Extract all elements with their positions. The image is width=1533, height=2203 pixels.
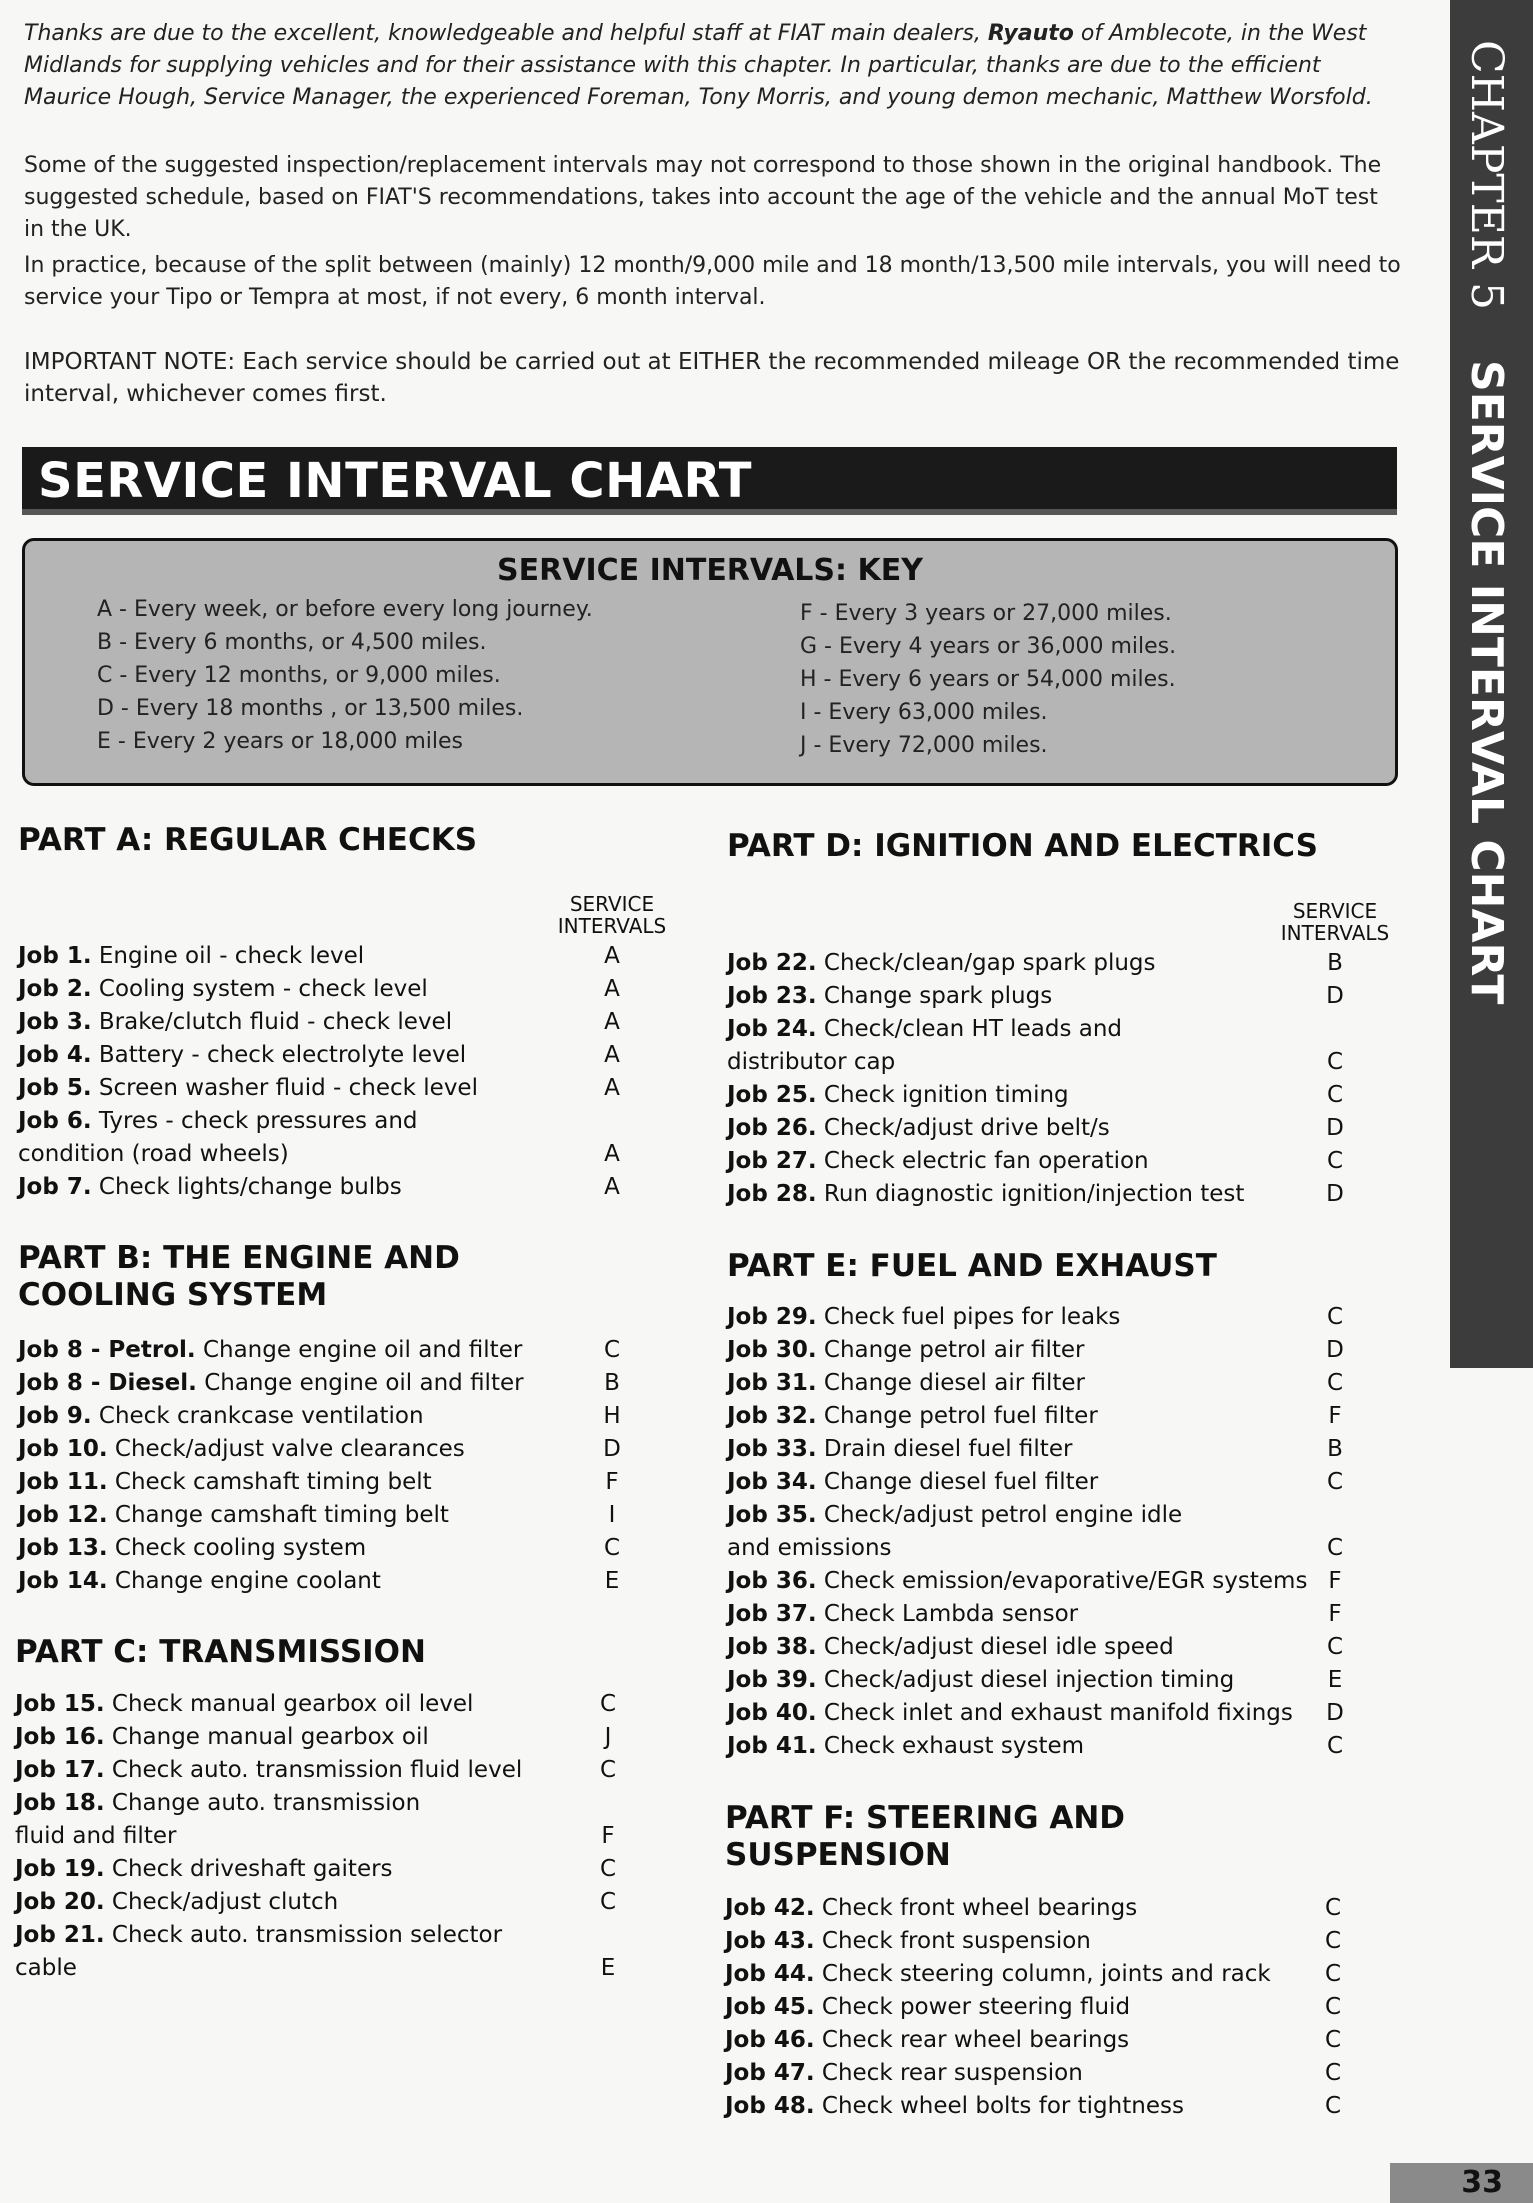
job-number: Job 24.: [727, 1016, 817, 1042]
interval-code: A: [604, 1075, 620, 1101]
interval-code: C: [599, 1757, 617, 1783]
service-intervals-header: INTERVALS: [557, 914, 667, 938]
job-number: Job 9.: [18, 1403, 92, 1429]
job-number: Job 2.: [18, 976, 92, 1002]
chapter-label: CHAPTER 5: [1461, 40, 1512, 310]
job-description: Check front suspension: [821, 1928, 1091, 1954]
job-number: Job 4.: [18, 1042, 92, 1068]
job-line: [727, 1334, 1085, 1367]
job-number: Job 11.: [18, 1469, 108, 1495]
interval-code: C: [1324, 1961, 1342, 1987]
job-description: Check Lambda sensor: [823, 1601, 1079, 1627]
interval-code: F: [601, 1823, 615, 1849]
job-number: Job 19.: [15, 1856, 105, 1882]
interval-code: A: [604, 943, 620, 969]
interval-code: H: [603, 1403, 621, 1429]
interval-code: C: [1326, 1535, 1344, 1561]
job-line: [725, 1958, 1271, 1991]
job-line: [18, 1334, 522, 1367]
interval-code: A: [604, 1009, 620, 1035]
job-description: Change diesel air filter: [823, 1370, 1085, 1396]
job-number: Job 32.: [727, 1403, 817, 1429]
interval-code: J: [604, 1724, 612, 1750]
page-number: 33: [1461, 2165, 1503, 2200]
part-title: SUSPENSION: [725, 1837, 951, 1873]
interval-code: C: [1326, 1148, 1344, 1174]
job-number: Job 37.: [727, 1601, 817, 1627]
key-entry: I - Every 63,000 miles.: [800, 700, 1048, 725]
interval-code: B: [1327, 1436, 1343, 1462]
job-line: [15, 1754, 522, 1787]
job-line: [18, 1433, 465, 1466]
job-description: Check/clean/gap spark plugs: [823, 950, 1156, 976]
key-entry: F - Every 3 years or 27,000 miles.: [800, 601, 1172, 626]
job-line: [727, 1532, 892, 1565]
intro-text: IMPORTANT NOTE: Each service should be carried out at EITHER the recommended mileage OR the recommended time interval, whichever comes first.: [24, 349, 1400, 407]
interval-code: F: [1328, 1568, 1342, 1594]
job-number: Job 39.: [727, 1667, 817, 1693]
job-number: Job 38.: [727, 1634, 817, 1660]
job-line: [725, 1991, 1130, 2024]
job-description: Engine oil - check level: [98, 943, 365, 969]
interval-code: C: [599, 1856, 617, 1882]
section-label: SERVICE INTERVAL CHART: [1461, 360, 1512, 1005]
important-note: [24, 346, 1404, 410]
job-number: Job 26.: [727, 1115, 817, 1141]
interval-code: F: [1328, 1601, 1342, 1627]
job-line: [18, 1499, 449, 1532]
job-line: [727, 1367, 1085, 1400]
job-description: Brake/clutch fluid - check level: [98, 1009, 453, 1035]
job-number: Job 31.: [727, 1370, 817, 1396]
service-intervals-header: SERVICE: [569, 892, 655, 916]
job-number: Job 35.: [727, 1502, 817, 1528]
interval-code: A: [604, 976, 620, 1002]
job-number: Job 13.: [18, 1535, 108, 1561]
job-line: [18, 1532, 366, 1565]
service-intervals-header: SERVICE: [1292, 899, 1378, 923]
job-description: Change manual gearbox oil: [111, 1724, 429, 1750]
interval-code: C: [599, 1889, 617, 1915]
interval-code: I: [608, 1502, 616, 1528]
chart-banner: [22, 447, 1397, 515]
part-title: PART E: FUEL AND EXHAUST: [727, 1248, 1217, 1284]
job-description: Check manual gearbox oil level: [111, 1691, 474, 1717]
job-number: Job 14.: [18, 1568, 108, 1594]
key-entry: D - Every 18 months , or 13,500 miles.: [97, 696, 524, 721]
job-description: condition (road wheels): [18, 1141, 289, 1167]
job-line: [18, 1039, 466, 1072]
job-line: [727, 1664, 1234, 1697]
job-description: Check driveshaft gaiters: [111, 1856, 393, 1882]
job-line: [727, 1433, 1072, 1466]
key-entry: C - Every 12 months, or 9,000 miles.: [97, 663, 501, 688]
interval-code: D: [1326, 1181, 1344, 1207]
job-description: Check auto. transmission selector: [111, 1922, 503, 1948]
job-description: Change engine coolant: [114, 1568, 381, 1594]
part-title: PART D: IGNITION AND ELECTRICS: [727, 828, 1318, 864]
job-line: [725, 1892, 1137, 1925]
job-description: Tyres - check pressures and: [98, 1108, 418, 1134]
interval-code: C: [1326, 1370, 1344, 1396]
job-number: Job 44.: [725, 1961, 815, 1987]
intro-schedule-note: [24, 150, 1404, 246]
job-description: Run diagnostic ignition/injection test: [823, 1181, 1245, 1207]
job-line: [18, 1400, 424, 1433]
intro-text: of Amblecote, in the West Midlands for supplying vehicles and for their assistance with this chapter. In particular, thanks are due to the efficient Maurice Hough, Service Manager, the experienced Foreman, Tony Morris, and young demon mechanic, Matthew Worsfold.: [24, 21, 1373, 110]
job-description: distributor cap: [727, 1049, 896, 1075]
job-description: Change petrol air filter: [823, 1337, 1085, 1363]
intro-practice-note: [24, 250, 1404, 314]
interval-code: C: [1326, 1049, 1344, 1075]
interval-code: C: [1326, 1634, 1344, 1660]
job-number: Job 1.: [18, 943, 92, 969]
intro-acknowledgements: [24, 18, 1404, 114]
job-line: [15, 1886, 338, 1919]
job-description: Change camshaft timing belt: [114, 1502, 449, 1528]
key-entry: B - Every 6 months, or 4,500 miles.: [97, 630, 487, 655]
job-description: Change petrol fuel filter: [823, 1403, 1098, 1429]
interval-code: C: [603, 1337, 621, 1363]
interval-code: F: [605, 1469, 619, 1495]
job-line: [727, 1400, 1098, 1433]
job-description: Cooling system - check level: [98, 976, 428, 1002]
job-line: [727, 1079, 1069, 1112]
key-entry: H - Every 6 years or 54,000 miles.: [800, 667, 1176, 692]
job-line: [18, 1466, 432, 1499]
interval-code: F: [1328, 1403, 1342, 1429]
job-description: Change diesel fuel filter: [823, 1469, 1099, 1495]
job-description: Check/adjust petrol engine idle: [823, 1502, 1183, 1528]
interval-code: C: [1326, 1733, 1344, 1759]
interval-code: D: [1326, 1115, 1344, 1141]
intro-text: Some of the suggested inspection/replacement intervals may not correspond to those shown in the original handbook. The suggested schedule, based on FIAT'S recommendations, takes into account the age of the vehicle and the annual MoT test in the UK.: [24, 153, 1382, 242]
key-title: SERVICE INTERVALS: KEY: [497, 553, 923, 588]
job-description: Check rear suspension: [821, 2060, 1083, 2086]
job-line: [725, 2024, 1129, 2057]
part-title: PART B: THE ENGINE AND: [18, 1240, 460, 1276]
job-description: Check front wheel bearings: [821, 1895, 1138, 1921]
interval-code: C: [1324, 2027, 1342, 2053]
job-number: Job 45.: [725, 1994, 815, 2020]
job-line: [727, 1301, 1120, 1334]
job-number: Job 7.: [18, 1174, 92, 1200]
interval-code: D: [1326, 1700, 1344, 1726]
job-number: Job 46.: [725, 2027, 815, 2053]
interval-code: D: [603, 1436, 621, 1462]
job-line: [15, 1820, 176, 1853]
interval-code: D: [1326, 983, 1344, 1009]
job-number: Job 47.: [725, 2060, 815, 2086]
job-number: Job 33.: [727, 1436, 817, 1462]
service-intervals-header: INTERVALS: [1280, 921, 1390, 945]
service-intervals-key: [22, 538, 1398, 786]
page-number-tab: [1390, 2163, 1533, 2203]
job-description: Check lights/change bulbs: [98, 1174, 402, 1200]
job-line: [18, 973, 428, 1006]
interval-code: B: [1327, 950, 1343, 976]
job-description: Check inlet and exhaust manifold fixings: [823, 1700, 1293, 1726]
job-line: [15, 1919, 502, 1952]
job-line: [727, 1697, 1293, 1730]
job-number: Job 25.: [727, 1082, 817, 1108]
job-line: [725, 2090, 1184, 2123]
job-number: Job 8 - Petrol.: [18, 1337, 196, 1363]
key-entry: A - Every week, or before every long journey.: [97, 597, 593, 622]
interval-code: C: [1326, 1304, 1344, 1330]
job-description: Check crankcase ventilation: [98, 1403, 424, 1429]
interval-code: C: [599, 1691, 617, 1717]
job-line: [727, 1565, 1307, 1598]
job-number: Job 23.: [727, 983, 817, 1009]
job-description: Check/adjust drive belt/s: [823, 1115, 1110, 1141]
job-line: [727, 1466, 1098, 1499]
job-description: Check exhaust system: [823, 1733, 1085, 1759]
job-line: [18, 1138, 289, 1171]
part-title: COOLING SYSTEM: [18, 1277, 328, 1313]
interval-code: C: [1324, 1895, 1342, 1921]
job-line: [727, 1112, 1110, 1145]
job-number: Job 15.: [15, 1691, 105, 1717]
job-line: [18, 1072, 478, 1105]
job-description: Check camshaft timing belt: [114, 1469, 432, 1495]
job-number: Job 20.: [15, 1889, 105, 1915]
job-line: [18, 1565, 381, 1598]
job-description: Check/adjust clutch: [111, 1889, 339, 1915]
job-line: [727, 1145, 1149, 1178]
job-number: Job 8 - Diesel.: [18, 1370, 197, 1396]
job-number: Job 21.: [15, 1922, 105, 1948]
job-description: and emissions: [727, 1535, 892, 1561]
job-description: cable: [15, 1955, 77, 1981]
job-description: Check steering column, joints and rack: [821, 1961, 1271, 1987]
job-description: Check cooling system: [114, 1535, 367, 1561]
job-number: Job 12.: [18, 1502, 108, 1528]
job-description: Battery - check electrolyte level: [98, 1042, 467, 1068]
job-line: [725, 2057, 1083, 2090]
job-line: [15, 1721, 429, 1754]
job-number: Job 18.: [15, 1790, 105, 1816]
job-description: Check electric fan operation: [823, 1148, 1149, 1174]
job-description: fluid and filter: [15, 1823, 177, 1849]
interval-code: C: [1324, 1928, 1342, 1954]
job-number: Job 36.: [727, 1568, 817, 1594]
job-number: Job 3.: [18, 1009, 92, 1035]
job-description: Check fuel pipes for leaks: [823, 1304, 1121, 1330]
job-line: [15, 1853, 393, 1886]
job-line: [15, 1787, 420, 1820]
job-description: Change engine oil and filter: [204, 1370, 524, 1396]
job-line: [727, 1598, 1078, 1631]
job-description: Check rear wheel bearings: [821, 2027, 1130, 2053]
job-number: Job 29.: [727, 1304, 817, 1330]
job-number: Job 48.: [725, 2093, 815, 2119]
job-line: [727, 1631, 1174, 1664]
interval-code: A: [604, 1174, 620, 1200]
job-line: [727, 1046, 895, 1079]
interval-code: E: [600, 1955, 616, 1981]
job-description: Check auto. transmission fluid level: [111, 1757, 523, 1783]
job-line: [18, 1006, 452, 1039]
interval-code: C: [1324, 1994, 1342, 2020]
interval-code: C: [1326, 1082, 1344, 1108]
job-description: Check/clean HT leads and: [823, 1016, 1123, 1042]
part-title: PART F: STEERING AND: [725, 1800, 1126, 1836]
job-description: Change spark plugs: [823, 983, 1053, 1009]
interval-code: D: [1326, 1337, 1344, 1363]
interval-code: B: [604, 1370, 620, 1396]
job-number: Job 30.: [727, 1337, 817, 1363]
job-line: [727, 1730, 1084, 1763]
job-line: [18, 940, 364, 973]
intro-text: Thanks are due to the excellent, knowledgeable and helpful staff at FIAT main dealers,: [24, 21, 988, 46]
interval-code: C: [1326, 1469, 1344, 1495]
part-title: PART A: REGULAR CHECKS: [18, 822, 478, 858]
interval-code: C: [1324, 2093, 1342, 2119]
job-description: Screen washer fluid - check level: [98, 1075, 478, 1101]
job-number: Job 40.: [727, 1700, 817, 1726]
job-number: Job 27.: [727, 1148, 817, 1174]
job-line: [727, 980, 1052, 1013]
job-line: [18, 1367, 524, 1400]
interval-code: C: [603, 1535, 621, 1561]
job-line: [727, 1013, 1122, 1046]
job-line: [727, 1178, 1244, 1211]
job-line: [727, 1499, 1182, 1532]
job-line: [725, 1925, 1091, 1958]
intro-text: In practice, because of the split between (mainly) 12 month/9,000 mile and 18 month/13,500 mile intervals, you will need to service your Tipo or Tempra at most, if not every, 6 month interval.: [24, 253, 1401, 310]
job-number: Job 5.: [18, 1075, 92, 1101]
job-description: Check/adjust diesel idle speed: [823, 1634, 1174, 1660]
job-line: [18, 1171, 402, 1204]
job-line: [18, 1105, 418, 1138]
job-number: Job 43.: [725, 1928, 815, 1954]
job-description: Check power steering fluid: [821, 1994, 1131, 2020]
job-description: Change auto. transmission: [111, 1790, 421, 1816]
job-line: [15, 1688, 473, 1721]
interval-code: E: [604, 1568, 620, 1594]
job-number: Job 6.: [18, 1108, 92, 1134]
job-description: Check emission/evaporative/EGR systems: [823, 1568, 1308, 1594]
job-description: Check/adjust diesel injection timing: [823, 1667, 1235, 1693]
job-description: Drain diesel fuel filter: [823, 1436, 1073, 1462]
job-number: Job 22.: [727, 950, 817, 976]
job-description: Check ignition timing: [823, 1082, 1069, 1108]
job-number: Job 28.: [727, 1181, 817, 1207]
key-column-right: [800, 597, 1176, 762]
job-number: Job 41.: [727, 1733, 817, 1759]
job-line: [15, 1952, 77, 1985]
job-description: Check/adjust valve clearances: [114, 1436, 465, 1462]
job-number: Job 16.: [15, 1724, 105, 1750]
interval-code: C: [1324, 2060, 1342, 2086]
sidebar-text: [1456, 40, 1516, 1004]
key-entry: J - Every 72,000 miles.: [800, 733, 1048, 758]
key-entry: E - Every 2 years or 18,000 miles: [97, 729, 463, 754]
job-number: Job 17.: [15, 1757, 105, 1783]
dealer-name: Ryauto: [987, 21, 1074, 46]
interval-code: E: [1327, 1667, 1343, 1693]
job-line: [727, 947, 1156, 980]
job-description: Check wheel bolts for tightness: [821, 2093, 1184, 2119]
banner-title: SERVICE INTERVAL CHART: [38, 453, 753, 509]
key-column-left: [97, 593, 593, 758]
job-number: Job 34.: [727, 1469, 817, 1495]
part-title: PART C: TRANSMISSION: [15, 1634, 426, 1670]
chapter-sidebar: [1450, 0, 1533, 1368]
job-number: Job 42.: [725, 1895, 815, 1921]
job-number: Job 10.: [18, 1436, 108, 1462]
interval-code: A: [604, 1141, 620, 1167]
key-entry: G - Every 4 years or 36,000 miles.: [800, 634, 1177, 659]
job-description: Change engine oil and filter: [202, 1337, 523, 1363]
interval-code: A: [604, 1042, 620, 1068]
